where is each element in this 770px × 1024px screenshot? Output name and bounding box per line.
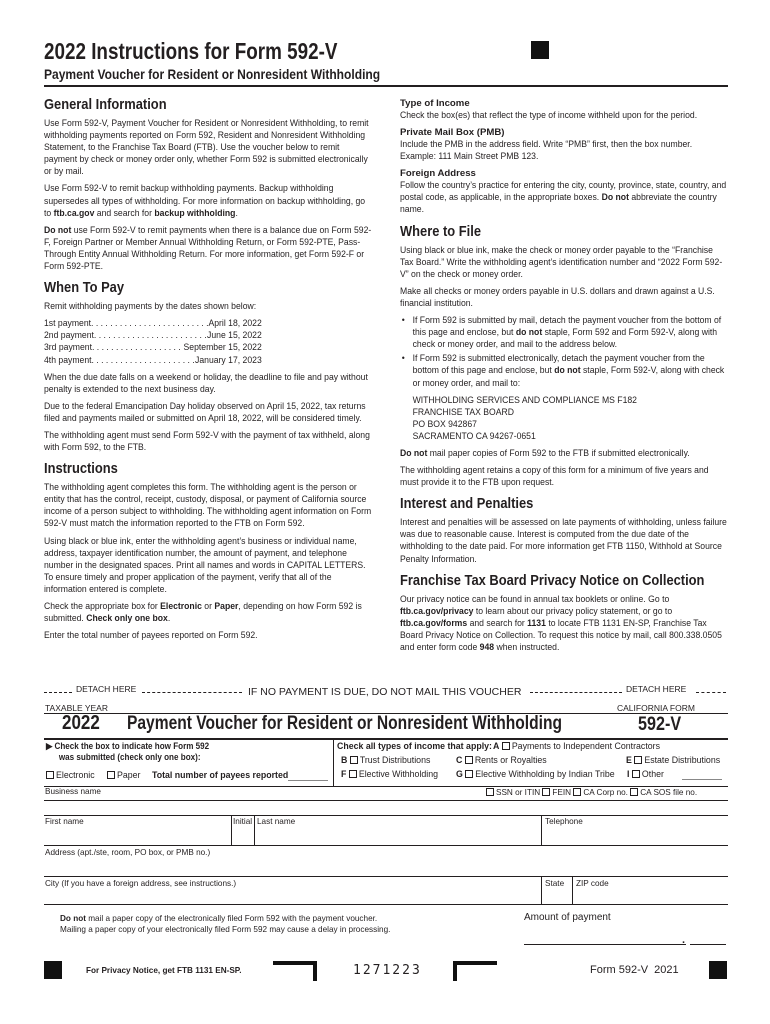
income-e-checkbox[interactable] [634,756,642,764]
privacy-heading: Franchise Tax Board Privacy Notice on Collection [400,571,705,589]
income-i[interactable]: I Other [627,769,664,779]
divider [541,876,542,904]
interest-heading: Interest and Penalties [400,495,534,513]
voucher-title-rule [44,738,728,740]
ca-corp-checkbox[interactable] [573,788,581,796]
instructions-p2: Using black or blue ink, enter the withholding agent’s business or individual name, address, taxpayer identification number, the amount of payment, and telephone number in the designated spaces. Print all names and words in CAPITAL LETTERS. To ensure timely and proper application of the payment, verify that all of the information entered is complete. [44,535,366,595]
when-intro: Remit withholding payments by the dates shown below: [44,301,257,313]
row-rule-1 [44,786,728,787]
divider [254,815,255,845]
row-rule-5 [44,876,728,877]
general-p3: Do not use Form 592-V to remit payments when there is a balance due on Form 592-F, Foreign Partner or Member Annual Withholding Return, or Form 592-PTE, Pass-Through Entity Annual Withholding Return. For more information, get Form 592-F or Form 592-PTE. [44,224,372,273]
right-column [400,98,728,659]
income-a[interactable]: A Payments to Independent Contractors [493,741,660,751]
total-payees-input[interactable] [288,780,328,781]
income-b-checkbox[interactable] [350,756,358,764]
foreign-p: Follow the country’s practice for entering the city, county, province, state, country, and postal code, as applicable, in the appropriate boxes. Do not abbreviate the country name. [400,180,727,216]
interest-p: Interest and penalties will be assessed on late payments of withholding, unless failure was due to reasonable cause. Interest is computed from the due date of the withholding to the date paid. For more information get FTB 1150, Withhold at Source Penalty Information. [400,517,727,565]
income-i-checkbox[interactable] [632,770,640,778]
header-rule [44,85,728,87]
other-input[interactable] [682,779,722,780]
income-e[interactable]: E Estate Distributions [626,755,721,765]
amount-cents-input[interactable] [690,944,726,945]
ca-form-label: CALIFORNIA FORM [617,703,695,713]
footer-form: Form 592-V 2021 [590,964,679,976]
corner-mark [453,961,497,981]
detach-left: DETACH HERE [76,684,137,694]
telephone-label: Telephone [545,817,583,826]
amount-input[interactable] [524,944,686,945]
general-p1: Use Form 592-V, Payment Voucher for Resident or Nonresident Withholding, to remit withholding payments reported on Form 592, Resident and Nonresident Withholding Statement, to the Franchise Tax Board (FTB). Use the voucher below to remit payment by check or money order only, whether Form 592 is submitted electronically or by mail. [44,118,369,178]
ssn-checkbox[interactable] [486,788,494,796]
instructions-p4: Enter the total number of payees reported on Form 592. [44,630,258,642]
list-item: • If Form 592 is submitted by mail, detach the payment voucher from the bottom of this page and enclose, but do not staple, Form 592 and Form 592-V, along with check or money order, and mail to the address below. [400,315,728,351]
foreign-heading: Foreign Address [400,168,476,180]
pmb-heading: Private Mail Box (PMB) [400,127,505,139]
general-p2: Use Form 592-V to remit backup withholding payments. Backup withholding supersedes all types of withholding. For more information on backup withholding, go to ftb.ca.gov and search for backup withholding. [44,183,366,219]
row-rule-2 [44,800,728,801]
fein-checkbox[interactable] [542,788,550,796]
list-item: • If Form 592 is submitted electronically, detach the payment voucher from the bottom of this page and enclose, but do not staple, Form 592-V, along with check or money order, and mail to: [400,353,728,389]
income-b[interactable]: B Trust Distributions [341,755,431,765]
payment-row: 2nd payment . . . June 15, 2022 [44,330,262,342]
when-p1: When the due date falls on a weekend or holiday, the deadline to file and pay without penalty is extended to the next business day. [44,371,368,395]
where-p1: Using black or blue ink, make the check or money order payable to the “Franchise Tax Board.” Write the withholding agent’s identification number and “2022 Form 592-V” on the check or money order. [400,244,723,280]
income-f[interactable]: F Elective Withholding [341,769,439,779]
instructions-heading: Instructions [44,460,118,478]
where-heading: Where to File [400,222,482,240]
income-c[interactable]: C Rents or Royalties [456,755,547,765]
registration-mark [531,41,549,59]
row-rule-3 [44,815,728,816]
income-g-checkbox[interactable] [465,770,473,778]
divider [572,876,573,904]
privacy-footer: For Privacy Notice, get FTB 1131 EN-SP. [86,966,242,975]
income-g[interactable]: G Elective Withholding by Indian Tribe [456,769,615,779]
electronic-option[interactable]: Electronic [46,770,95,780]
instructions-p1: The withholding agent completes this form. The withholding agent is the person or entity that has the control, receipt, custody, disposal, or payment of California source income of a person subject to withholding. The withholding agent information on Form 592-V must match the information reported to the FTB on Form 592. [44,482,372,530]
amount-label: Amount of payment [524,912,611,923]
registration-mark [44,961,62,979]
id-type-options[interactable]: SSN or ITIN FEIN CA Corp no. CA SOS file no. [486,788,697,797]
row-rule-4 [44,845,728,846]
detach-right: DETACH HERE [626,684,687,694]
when-heading: When To Pay [44,279,125,297]
income-f-checkbox[interactable] [349,770,357,778]
voucher-title: Payment Voucher for Resident or Nonresident Withholding [127,713,562,734]
left-column [44,96,372,647]
amount-decimal: . [682,934,686,946]
where-p3: Do not mail paper copies of Form 592 to the FTB if submitted electronically. [400,447,690,459]
detach-center: IF NO PAYMENT IS DUE, DO NOT MAIL THIS VOUCHER [248,686,522,698]
zip-label: ZIP code [576,879,609,888]
income-label: Check all types of income that apply: [337,741,492,751]
initial-label: Initial [233,817,253,826]
mailing-address: WITHHOLDING SERVICES AND COMPLIANCE MS F182 FRANCHISE TAX BOARD PO BOX 942867 SACRAMENTO CA 94267-0651 [412,394,637,442]
type-heading: Type of Income [400,98,470,109]
income-a-checkbox[interactable] [502,742,510,750]
paper-checkbox[interactable] [107,771,115,779]
taxable-year-label: TAXABLE YEAR [45,703,108,713]
triangle-icon: ▶ [46,741,55,751]
pmb-p: Include the PMB in the address field. Write “PMB” first, then the box number. Example: 111 Main Street PMB 123. [400,139,693,163]
business-name-label: Business name [45,787,101,796]
where-p4: The withholding agent retains a copy of this form for a minimum of five years and must provide it to the FTB upon request. [400,465,709,489]
type-p: Check the box(es) that reflect the type of income withheld upon for the period. [400,110,698,121]
income-c-checkbox[interactable] [465,756,473,764]
where-p2: Make all checks or money orders payable in U.S. dollars and drawn against a U.S. financial institution. [400,285,715,309]
ftb-link[interactable]: ftb.ca.gov [53,207,95,219]
detach-line-right [696,692,726,693]
detach-line-mid-right [530,692,622,693]
page-title: 2022 Instructions for Form 592-V [44,38,338,64]
instructions-p3: Check the appropriate box for Electronic or Paper, depending on how Form 592 is submitted. Check only one box. [44,601,362,625]
voucher-year: 2022 [62,712,100,734]
state-label: State [545,879,565,888]
voucher-form: 592-V [638,714,682,735]
payment-row: 4th payment . . . January 17, 2023 [44,355,262,367]
scan-code: 1271223 [353,963,422,978]
payment-row: 1st payment . . . April 18, 2022 [44,318,262,330]
where-bullets [400,315,728,390]
payment-schedule [44,318,262,366]
ca-sos-checkbox[interactable] [630,788,638,796]
row-rule-6 [44,904,728,905]
address-label: Address (apt./ste, room, PO box, or PMB no.) [45,848,211,857]
when-p2: Due to the federal Emancipation Day holiday observed on April 15, 2022, tax returns filed and payments mailed or submitted on April 18, 2022, will be considered timely. [44,400,366,424]
forms-link[interactable]: ftb.ca.gov/forms [400,617,468,629]
electronic-checkbox[interactable] [46,771,54,779]
page-subtitle: Payment Voucher for Resident or Nonresident Withholding [44,66,381,82]
city-label: City (If you have a foreign address, see instructions.) [45,879,237,888]
total-payees-label: Total number of payees reported [152,770,289,780]
detach-line-mid-left [142,692,242,693]
privacy-p: Our privacy notice can be found in annual tax booklets or online. Go to ftb.ca.gov/privacy to learn about our privacy policy statement, or go to ftb.ca.gov/forms and search for 1131 to locate FTB 1131 EN-SP, Franchise Tax Board Privacy Notice on Collection. To request this notice by mail, call 800.338.0505 and enter form code 948 when instructed. [400,593,722,653]
first-name-label: First name [45,817,84,826]
do-not-mail-note: Do not mail a paper copy of the electronically filed Form 592 with the payment voucher. Mailing a paper copy of your electronically filed Form 592 may cause a delay in processing. [60,914,391,934]
divider [231,815,232,845]
privacy-link[interactable]: ftb.ca.gov/privacy [400,605,474,617]
payment-row: 3rd payment . . . September 15, 2022 [44,342,262,354]
when-p3: The withholding agent must send Form 592-V with the payment of tax withheld, along with Form 592, to the FTB. [44,429,370,454]
registration-mark [709,961,727,979]
last-name-label: Last name [257,817,296,826]
submit-method-label: ▶ Check the box to indicate how Form 592 was submitted (check only one box): [46,741,210,762]
corner-mark [273,961,317,981]
general-heading: General Information [44,96,167,113]
paper-option[interactable]: Paper [107,770,140,780]
voucher-divider [333,738,334,786]
divider [541,815,542,845]
detach-line-left [44,692,72,693]
